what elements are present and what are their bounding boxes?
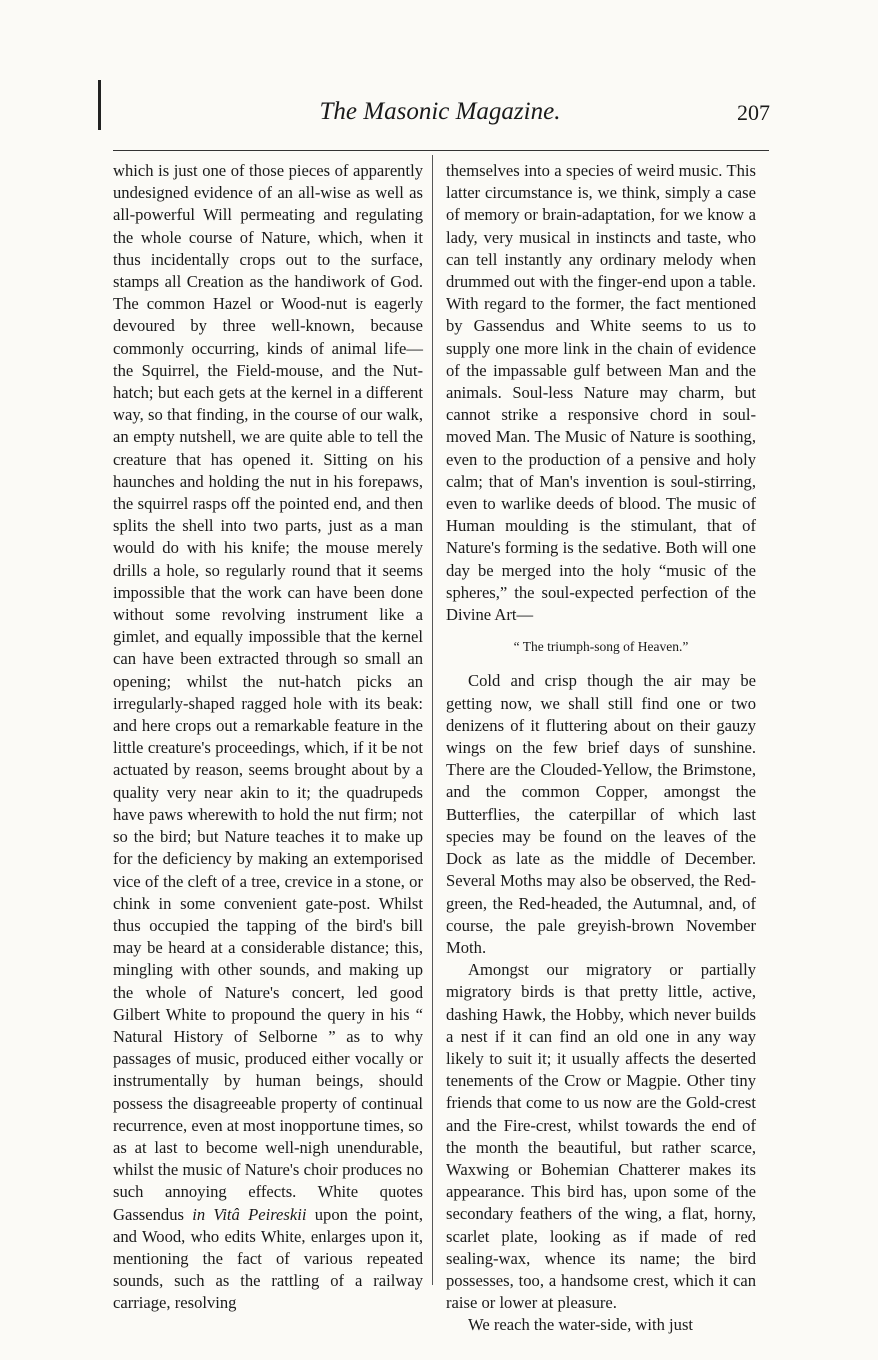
paragraph: Amongst our migratory or partially migratory birds is that pretty little, active, dashing Hawk, the Hobby, which never builds a nest if it can find an old one in any way likely to suit it; it usually affects the deserted tenements of the Crow or Magpie. Other tiny friends that come to us now are the Gold-crest and the Fire-crest, whilst towards the end of the month the beautiful, but rather scarce, Waxwing or Bohemian Chatterer makes its appearance. This bird has, upon some of the secondary feathers of the wing, a flat, horny, scarlet plate, looking as if made of red sealing-wax, whence its name; the bird possesses, too, a handsome crest, which it can raise or lower at pleasure. xyxy=(446,960,756,1313)
paragraph xyxy=(113,160,423,1315)
paragraph: We reach the water-side, with just xyxy=(468,1315,694,1335)
column-divider xyxy=(432,155,433,1285)
paragraph: themselves into a species of weird music. This latter circumstance is, we think, simply a case of memory or brain-adaptation, for we know a lady, very musical in instincts and taste, who can tell instantly any ordinary melody when drummed out with the finger-end upon a table. With regard to the former, the fact mentioned by Gassendus and White seems to us to supply one more link in the chain of evidence of the impassable gulf between Man and the animals. Soul-less Nature may charm, but cannot strike a responsive chord in soul-moved Man. The Music of Nature is soothing, even to the production of a pensive and holy calm; that of Man's invention is soul-stirring, even to warlike deeds of blood. The music of Human moulding is the stimulant, that of Nature's forming is the sedative. Both will one day be merged into the holy “music of the spheres,” the soul-expected perfection of the Divine Art— xyxy=(446,161,756,625)
paragraph: Cold and crisp though the air may be getting now, we shall still find one or two denizens of it fluttering about on their gauzy wings on the few brief days of sunshine. There are the Clouded-Yellow, the Brimstone, and the common Copper, amongst the Butterflies, the caterpillar of which last species may be found on the leaves of the Dock as late as the middle of December. Several Moths may also be observed, the Red-green, the Red-headed, the Autumnal, and, of course, the pale greyish-brown November Moth. xyxy=(446,671,756,957)
running-title: The Masonic Magazine. xyxy=(319,98,561,125)
header-rule xyxy=(113,150,769,151)
quotation: “ The triumph-song of Heaven.” xyxy=(513,639,689,655)
italic-reference: in Vitâ Peireskii xyxy=(192,1204,307,1224)
paragraph-text-tail: upon the point, and Wood, who edits White, enlarges upon it, mentioning the fact of various repeated sounds, such as the rattling of a railway carriage, resolving xyxy=(113,1204,423,1313)
right-column xyxy=(446,160,756,1337)
page-header xyxy=(110,96,770,136)
page-number: 207 xyxy=(737,100,770,125)
margin-rule xyxy=(98,80,101,130)
left-column xyxy=(113,160,423,1315)
paragraph-text: which is just one of those pieces of apparently undesigned evidence of an all-wise as well as all-powerful Will permeating and regulating the whole course of Nature, which, when it thus incidentally crops out to the surface, stamps all Creation as the handiwork of God. The common Hazel or Wood-nut is eagerly devoured by three well-known, because commonly occurring, kinds of animal life—the Squirrel, the Field-mouse, and the Nut-hatch; but each gets at the kernel in a different way, so that finding, in the course of our walk, an empty nutshell, we are quite able to tell the creature that has opened it. Sitting on his haunches and holding the nut in his forepaws, the squirrel rasps off the pointed end, and then splits the shell into two parts, just as a man would do with his knife; the mouse merely drills a hole, so regularly round that it seems impossible that the work can have been done without some revolving instrument like a gimlet, and equally impossible that the kernel can have been extracted through so small an opening; whilst the nut-hatch picks an irregularly-shaped ragged hole with its beak: and here crops out a remarkable feature in the little creature's proceedings, which, if it be not actuated by reason, seems brought about by a quality very near akin to it; the quadrupeds have paws wherewith to hold the nut firm; not so the bird; but Nature teaches it to make up for the deficiency by making an extemporised vice of the cleft of a tree, crevice in a stone, or chink in some convenient gate-post. Whilst thus occupied the tapping of the bird's bill may be heard at a considerable distance; this, mingling with other sounds, and making up the whole of Nature's concert, led good Gilbert White to propound the query in his “ Natural History of Selborne ” as to why passages of music, produced either vocally or instrumentally by human beings, should possess the disagreeable property of continual recurrence, even at most inopportune times, so as at last to become well-nigh unendurable, whilst the music of Nature's choir produces no such annoying effects. White quotes Gassendus xyxy=(113,161,423,1224)
